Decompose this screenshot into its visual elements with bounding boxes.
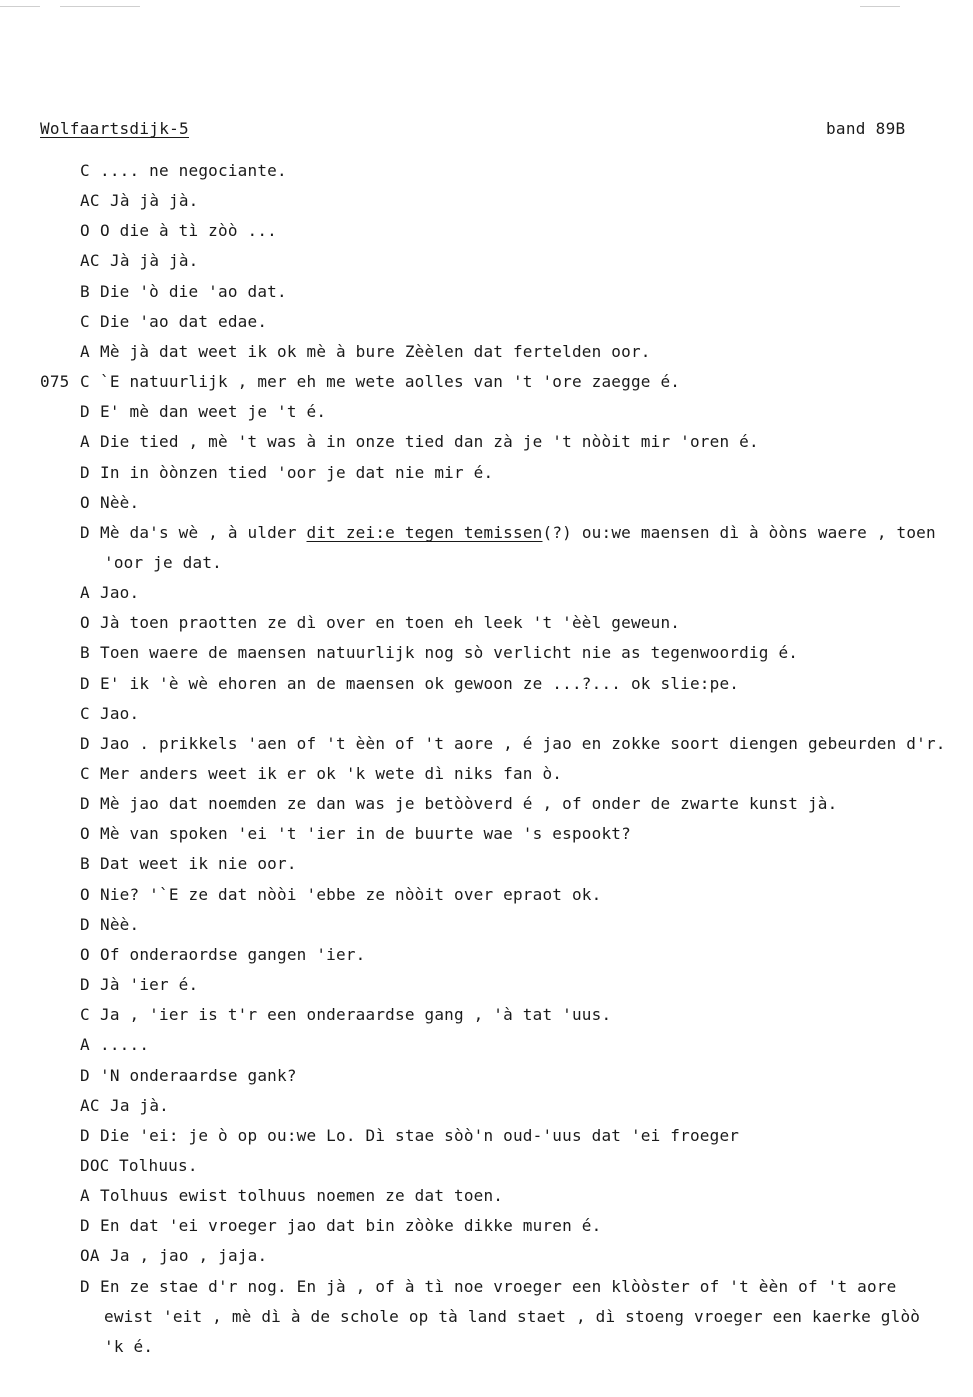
- speaker-code: D: [80, 734, 90, 753]
- utterance-text: [100, 734, 946, 753]
- text-segment: In in òònzen tied 'oor je dat nie mir é.: [100, 463, 494, 482]
- transcript-line: [0, 463, 973, 489]
- text-segment: Of onderaordse gangen 'ier.: [100, 945, 366, 964]
- utterance-text: [100, 1186, 503, 1205]
- utterance-text: [104, 553, 222, 572]
- speaker-code: B: [80, 643, 90, 662]
- text-segment: Toen waere de maensen natuurlijk nog sò verlicht nie as tegenwoordig é.: [100, 643, 799, 662]
- utterance-text: [100, 794, 837, 813]
- utterance-text: [100, 372, 680, 391]
- utterance-text: [100, 312, 267, 331]
- transcript-continuation: [0, 1307, 973, 1333]
- transcript-line: [0, 854, 973, 880]
- text-segment: ewist 'eit , mè dì à de schole op tà land staet , dì stoeng vroeger een kaerke glòò: [104, 1307, 921, 1326]
- text-segment: O die à tì zòò ...: [100, 221, 277, 240]
- transcript-line: [0, 1156, 973, 1182]
- utterance-text: [100, 402, 326, 421]
- text-segment: .... ne negociante.: [100, 161, 287, 180]
- speaker-code: C: [80, 372, 90, 391]
- utterance-text: [100, 613, 680, 632]
- speaker-code: AC: [80, 191, 100, 210]
- transcript-line: [0, 372, 973, 398]
- text-segment: 'N onderaardse gank?: [100, 1066, 297, 1085]
- speaker-code: D: [80, 463, 90, 482]
- text-segment: Mè jà dat weet ik ok mè à bure Zèèlen dat fertelden oor.: [100, 342, 651, 361]
- transcript-line: [0, 1035, 973, 1061]
- transcript-line: [0, 1216, 973, 1242]
- text-segment: Nèè.: [100, 493, 140, 512]
- transcript-line: [0, 523, 973, 549]
- speaker-code: AC: [80, 251, 100, 270]
- transcript-line: [0, 704, 973, 730]
- speaker-code: D: [80, 975, 90, 994]
- transcript-line: [0, 583, 973, 609]
- utterance-text: [100, 523, 936, 542]
- document-title: Wolfaartsdijk-5: [40, 119, 189, 138]
- tape-label: band 89B: [826, 119, 906, 138]
- transcript-line: [0, 885, 973, 911]
- utterance-text: [100, 885, 601, 904]
- speaker-code: D: [80, 1066, 90, 1085]
- utterance-text: [100, 1066, 297, 1085]
- utterance-text: [100, 704, 139, 723]
- speaker-code: D: [80, 1216, 90, 1235]
- text-segment: Dat weet ik nie oor.: [100, 854, 297, 873]
- utterance-text: [119, 1156, 198, 1175]
- utterance-text: [100, 824, 631, 843]
- utterance-text: [100, 161, 287, 180]
- transcript-continuation: [0, 1337, 973, 1363]
- utterance-text: [100, 945, 366, 964]
- speaker-code: DOC: [80, 1156, 110, 1175]
- transcript-line: [0, 915, 973, 941]
- utterance-text: [100, 583, 139, 602]
- speaker-code: C: [80, 312, 90, 331]
- utterance-text: [100, 1035, 149, 1054]
- text-segment: E' mè dan weet je 't é.: [100, 402, 327, 421]
- text-segment: .....: [100, 1035, 150, 1054]
- speaker-code: O: [80, 493, 90, 512]
- text-segment: Ja , 'ier is t'r een onderaardse gang , 'à tat 'uus.: [100, 1005, 612, 1024]
- speaker-code: D: [80, 1126, 90, 1145]
- transcript-line: [0, 1066, 973, 1092]
- transcript-line: [0, 191, 973, 217]
- transcript-line: [0, 1277, 973, 1303]
- utterance-text: [110, 1096, 169, 1115]
- scan-mark: [60, 6, 140, 7]
- text-segment: Jao . prikkels 'aen of 't èèn of 't aore , é jao en zokke soort diengen gebeurden d'r.: [100, 734, 946, 753]
- text-segment: Ja , jao , jaja.: [110, 1246, 268, 1265]
- transcript-line: [0, 643, 973, 669]
- speaker-code: C: [80, 161, 90, 180]
- transcript-line: [0, 221, 973, 247]
- transcript-line: [0, 734, 973, 760]
- transcript-line: [0, 251, 973, 277]
- utterance-text: [100, 1005, 611, 1024]
- text-segment: Die 'ò die 'ao dat.: [100, 282, 287, 301]
- text-segment: En ze stae d'r nog. En jà , of à tì noe vroeger een klòòster of 't èèn of 't aore: [100, 1277, 897, 1296]
- speaker-code: A: [80, 432, 90, 451]
- utterance-text: [100, 643, 798, 662]
- utterance-text: [100, 674, 739, 693]
- text-segment: Jao.: [100, 583, 140, 602]
- speaker-code: D: [80, 523, 90, 542]
- utterance-text: [100, 342, 651, 361]
- speaker-code: O: [80, 945, 90, 964]
- text-segment: (?) ou:we maensen dì à òòns waere , toen: [542, 523, 936, 542]
- utterance-text: [100, 1216, 601, 1235]
- underlined-phrase: dit zei:e tegen temissen: [306, 523, 543, 542]
- speaker-code: OA: [80, 1246, 100, 1265]
- utterance-text: [100, 432, 759, 451]
- text-segment: Die tied , mè 't was à in onze tied dan zà je 't nòòit mir 'oren é.: [100, 432, 759, 451]
- line-number: 075: [40, 372, 70, 391]
- transcript-line: [0, 161, 973, 187]
- speaker-code: O: [80, 613, 90, 632]
- text-segment: Jà jà jà.: [110, 251, 199, 270]
- speaker-code: B: [80, 854, 90, 873]
- text-segment: Tolhuus ewist tolhuus noemen ze dat toen.: [100, 1186, 504, 1205]
- speaker-code: C: [80, 1005, 90, 1024]
- text-segment: Nèè.: [100, 915, 140, 934]
- utterance-text: [104, 1307, 920, 1326]
- text-segment: 'k é.: [104, 1337, 154, 1356]
- speaker-code: A: [80, 1035, 90, 1054]
- text-segment: Mè jao dat noemden ze dan was je betòòverd é , of onder de zwarte kunst jà.: [100, 794, 838, 813]
- utterance-text: [104, 1337, 153, 1356]
- transcript-line: [0, 764, 973, 790]
- transcript-continuation: [0, 553, 973, 579]
- utterance-text: [100, 764, 562, 783]
- transcript-line: [0, 674, 973, 700]
- text-segment: `E natuurlijk , mer eh me wete aolles van 't 'ore zaegge é.: [100, 372, 681, 391]
- speaker-code: C: [80, 764, 90, 783]
- utterance-text: [100, 975, 198, 994]
- utterance-text: [100, 915, 139, 934]
- transcript-line: [0, 945, 973, 971]
- transcript-line: [0, 1186, 973, 1212]
- text-segment: Mè van spoken 'ei 't 'ier in de buurte wae 's espookt?: [100, 824, 631, 843]
- speaker-code: D: [80, 915, 90, 934]
- transcript-line: [0, 794, 973, 820]
- text-segment: 'oor je dat.: [104, 553, 222, 572]
- transcript-line: [0, 1126, 973, 1152]
- utterance-text: [110, 191, 199, 210]
- utterance-text: [110, 1246, 267, 1265]
- utterance-text: [100, 854, 297, 873]
- text-segment: Die 'ao dat edae.: [100, 312, 268, 331]
- speaker-code: B: [80, 282, 90, 301]
- scan-mark: [860, 6, 900, 7]
- utterance-text: [100, 493, 139, 512]
- speaker-code: D: [80, 402, 90, 421]
- transcript-line: [0, 432, 973, 458]
- speaker-code: O: [80, 221, 90, 240]
- transcript-line: [0, 402, 973, 428]
- speaker-code: D: [80, 674, 90, 693]
- utterance-text: [100, 221, 277, 240]
- text-segment: Mè da's wè , à ulder: [100, 523, 307, 542]
- transcript-line: [0, 1246, 973, 1272]
- utterance-text: [110, 251, 199, 270]
- text-segment: Jà jà jà.: [110, 191, 199, 210]
- utterance-text: [100, 463, 493, 482]
- transcript-line: [0, 342, 973, 368]
- speaker-code: A: [80, 1186, 90, 1205]
- text-segment: Jà toen praotten ze dì over en toen eh leek 't 'èèl geweun.: [100, 613, 681, 632]
- speaker-code: D: [80, 1277, 90, 1296]
- transcript-line: [0, 493, 973, 519]
- speaker-code: AC: [80, 1096, 100, 1115]
- transcript-line: [0, 312, 973, 338]
- text-segment: Jà 'ier é.: [100, 975, 199, 994]
- speaker-code: A: [80, 583, 90, 602]
- utterance-text: [100, 282, 287, 301]
- transcript-line: [0, 824, 973, 850]
- speaker-code: D: [80, 794, 90, 813]
- text-segment: Jao.: [100, 704, 140, 723]
- transcript-line: [0, 282, 973, 308]
- text-segment: Mer anders weet ik er ok 'k wete dì niks fan ò.: [100, 764, 563, 783]
- transcript-line: [0, 1096, 973, 1122]
- text-segment: Tolhuus.: [119, 1156, 198, 1175]
- speaker-code: A: [80, 342, 90, 361]
- text-segment: En dat 'ei vroeger jao dat bin zòòke dikke muren é.: [100, 1216, 602, 1235]
- scan-mark: [0, 6, 40, 7]
- transcript-line: [0, 975, 973, 1001]
- utterance-text: [100, 1126, 739, 1145]
- speaker-code: O: [80, 824, 90, 843]
- text-segment: Ja jà.: [110, 1096, 169, 1115]
- text-segment: Nie? '`E ze dat nòòi 'ebbe ze nòòit over epraot ok.: [100, 885, 602, 904]
- speaker-code: O: [80, 885, 90, 904]
- transcript-line: [0, 613, 973, 639]
- text-segment: Die 'ei: je ò op ou:we Lo. Dì stae sòò'n oud-'uus dat 'ei froeger: [100, 1126, 740, 1145]
- speaker-code: C: [80, 704, 90, 723]
- transcript-line: [0, 1005, 973, 1031]
- text-segment: E' ik 'è wè ehoren an de maensen ok gewoon ze ...?... ok slie:pe.: [100, 674, 740, 693]
- utterance-text: [100, 1277, 896, 1296]
